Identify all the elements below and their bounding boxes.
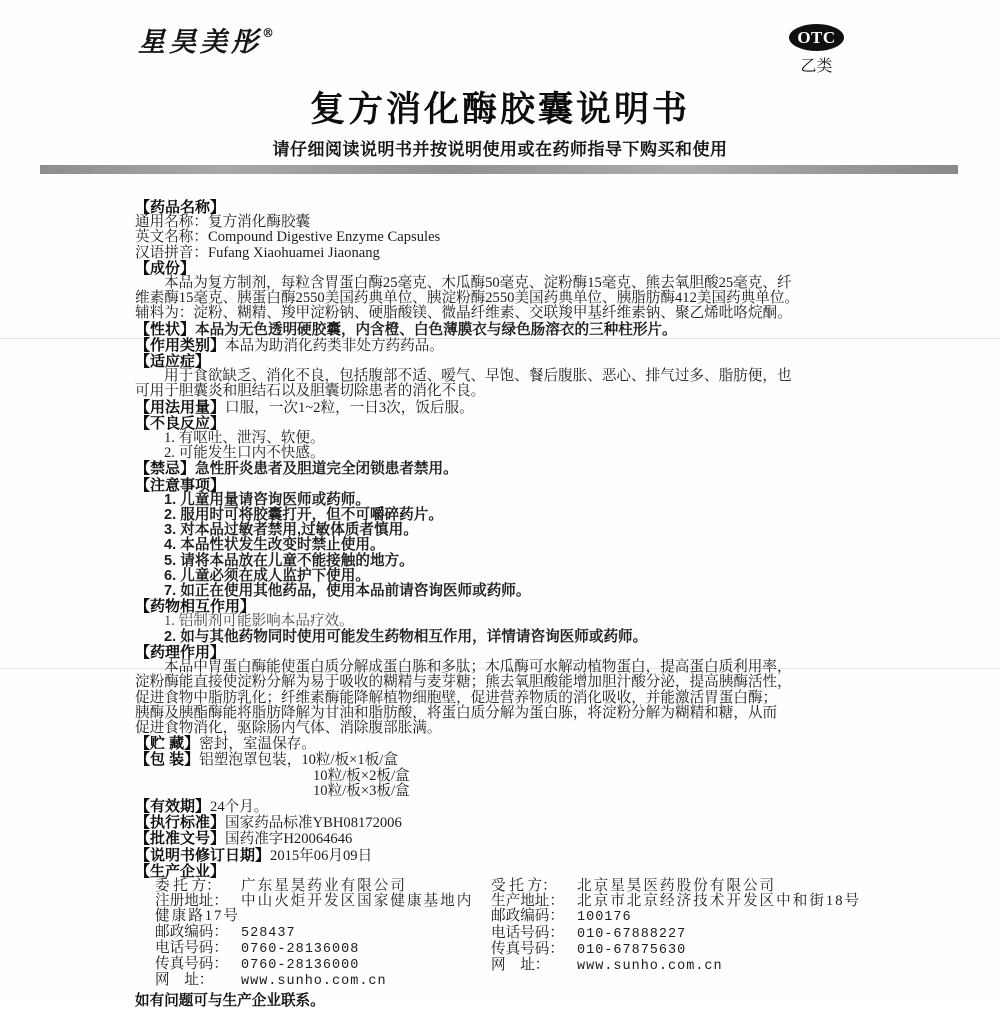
composition-line: 维素酶15毫克、胰蛋白酶2550美国药典单位、胰淀粉酶2550美国药典单位、胰脂肪酶412美国药典单位。 [135, 290, 800, 307]
generic-name-line: 通用名称：复方消化酶胶囊 [135, 214, 311, 231]
description-line [135, 322, 877, 338]
packaging-line [135, 752, 877, 768]
adverse-reaction-item: 1. 有呕吐、泄泻、软便。 [164, 430, 325, 447]
section-heading-pharmacology: 【药理作用】 [135, 643, 226, 661]
otc-badge-icon [789, 24, 844, 51]
postal-code-row [135, 925, 491, 941]
brand-name: 星昊美彤 [138, 27, 262, 58]
field-value: 0760-28136008 [241, 941, 360, 957]
revision-date-text: 2015年06月09日 [270, 847, 373, 864]
otc-badge-label: OTC [797, 27, 836, 47]
entrusting-party-row [135, 879, 491, 894]
field-value: 0760-28136000 [241, 957, 360, 973]
pinyin-name-line: 汉语拼音：Fufang Xiaohuamei Jiaonang [135, 244, 380, 261]
field-label: 电话号码： [491, 924, 564, 941]
section-heading-description: 【性状】 [135, 320, 196, 338]
category-text: 本品为助消化药类非处方药药品。 [225, 337, 444, 354]
composition-line: 本品为复方制剂，每粒含胃蛋白酶25毫克、木瓜酶50毫克、淀粉酶15毫克、熊去氧胆酸25毫克、纤 [164, 275, 792, 292]
composition-line: 辅料为：淀粉、糊精、羧甲淀粉钠、硬脂酸镁、微晶纤维素、交联羧甲基纤维素钠、聚乙烯吡咯烷酮。 [135, 305, 792, 322]
registered-address-continuation [135, 909, 491, 924]
brand-logo [138, 20, 274, 59]
section-heading-precautions: 【注意事项】 [135, 476, 226, 494]
field-value: www.sunho.com.cn [241, 974, 387, 990]
precaution-item: 1. 儿童用量请咨询医师或药师。 [164, 491, 370, 508]
storage-line [135, 736, 877, 752]
section-heading-standard: 【执行标准】 [135, 814, 226, 832]
precaution-item: 4. 本品性状发生改变时禁止使用。 [164, 537, 385, 554]
description-text: 本品为无色透明硬胶囊，内含橙、白色薄膜衣与绿色肠溶衣的三种柱形片。 [195, 321, 677, 338]
section-heading-contraindications: 【禁忌】 [135, 460, 196, 478]
divider-bar [40, 165, 958, 174]
fax-row [491, 942, 877, 958]
precaution-item: 2. 服用时可将胶囊打开，但不可嚼碎药片。 [164, 507, 443, 524]
standard-line [135, 815, 877, 831]
field-label: 电话号码： [155, 939, 228, 956]
indications-line: 可用于胆囊炎和胆结石以及胆囊切除患者的消化不良。 [135, 383, 486, 400]
field-value: 100176 [577, 910, 632, 926]
section-heading-packaging: 【包 装】 [135, 751, 200, 769]
leaflet-body [135, 200, 877, 1010]
page-subtitle: 请仔细阅读说明书并按说明使用或在药师指导下购买和使用 [272, 140, 728, 159]
approval-number-text: 国药准字H20064646 [225, 831, 353, 848]
packaging-extra-line: 10粒/板×2板/盒 [313, 767, 410, 784]
pharmacology-line: 本品中胃蛋白酶能使蛋白质分解成蛋白胨和多肽；木瓜酶可水解动植物蛋白，提高蛋白质利用率， [164, 659, 792, 676]
field-label: 传真号码： [155, 955, 228, 972]
field-label: 传真号码： [491, 940, 564, 957]
manufacturer-columns [135, 879, 877, 989]
section-heading-validity: 【有效期】 [135, 797, 211, 815]
field-label: 网 址： [491, 956, 550, 973]
contraindications-line [135, 461, 877, 477]
section-heading-adverse-reactions: 【不良反应】 [135, 414, 226, 432]
precaution-item: 3. 对本品过敏者禁用,过敏体质者慎用。 [164, 522, 418, 539]
dosage-line [135, 400, 877, 416]
packaging-text: 铝塑泡罩包装，10粒/板×1板/盒 [199, 752, 398, 769]
revision-date-line [135, 848, 877, 864]
field-value: 广东星昊药业有限公司 [241, 877, 407, 894]
interaction-item: 2. 如与其他药物同时使用可能发生药物相互作用，详情请咨询医师或药师。 [164, 628, 648, 645]
indications-line: 用于食欲缺乏、消化不良，包括腹部不适、嗳气、早饱、餐后腹胀、恶心、排气过多、脂肪便，也 [164, 368, 792, 385]
phone-row [491, 926, 877, 942]
adverse-reaction-item: 2. 可能发生口内不快感。 [164, 445, 325, 462]
field-label: 生产地址： [491, 893, 564, 910]
approval-number-line [135, 831, 877, 847]
section-heading-drug-name: 【药品名称】 [135, 199, 226, 216]
field-label: 受 托 方： [491, 877, 557, 894]
field-value: 528437 [241, 925, 296, 941]
field-value: 健康路17号 [155, 908, 240, 925]
packaging-extra-line: 10粒/板×3板/盒 [313, 782, 410, 799]
english-name-line: 英文名称：Compound Digestive Enzyme Capsules [135, 229, 441, 246]
pharmacology-line: 胰酶及胰酯酶能将脂肪降解为甘油和脂肪酸，将蛋白质分解为蛋白胨，将淀粉分解为糊精和糖，从而 [135, 704, 778, 721]
postal-code-row [491, 909, 877, 925]
section-heading-manufacturer: 【生产企业】 [135, 862, 226, 880]
contact-note: 如有问题可与生产企业联系。 [135, 993, 325, 1010]
contraindications-text: 急性肝炎患者及胆道完全闭锁患者禁用。 [195, 461, 458, 478]
section-heading-interactions: 【药物相互作用】 [135, 598, 256, 616]
page-title: 复方消化酶胶囊说明书 [309, 90, 690, 129]
field-value: 北京市北京经济技术开发区中和街18号 [577, 893, 862, 910]
validity-line [135, 799, 877, 815]
fax-row [135, 957, 491, 973]
precaution-item: 7. 如正在使用其他药品，使用本品前请咨询医师或药师。 [164, 583, 531, 600]
otc-class-label: 乙类 [800, 58, 833, 75]
section-heading-storage: 【贮 藏】 [135, 735, 200, 753]
category-line [135, 338, 877, 354]
precaution-item: 6. 儿童必须在成人监护下使用。 [164, 567, 370, 584]
standard-text: 国家药品标准YBH08172006 [225, 815, 402, 832]
field-label: 委 托 方： [155, 877, 221, 894]
manufacturer-column-left [135, 879, 491, 989]
precaution-item: 5. 请将本品放在儿童不能接触的地方。 [164, 552, 414, 569]
pharmacology-line: 淀粉酶能直接使淀粉分解为易于吸收的糊精与麦芽糖；熊去氧胆酸能增加胆汁酸分泌，提高胰酶活性， [135, 674, 792, 691]
pharmacology-line: 促进食物中脂肪乳化；纤维素酶能降解植物细胞壁，促进营养物质的消化吸收，并能激活胃蛋白酶； [135, 689, 778, 706]
section-heading-revision-date: 【说明书修订日期】 [135, 846, 271, 864]
section-heading-indications: 【适应症】 [135, 353, 211, 371]
field-value: 中山火炬开发区国家健康基地内 [241, 893, 474, 910]
field-value: 010-67875630 [577, 942, 687, 958]
field-value: 010-67888227 [577, 926, 687, 942]
section-heading-category: 【作用类别】 [135, 336, 226, 354]
website-row [491, 958, 877, 974]
website-row [135, 973, 491, 989]
interaction-item: 1. 铝制剂可能影响本品疗效。 [164, 613, 354, 630]
field-label: 邮政编码： [491, 908, 564, 925]
field-value: www.sunho.com.cn [577, 958, 723, 974]
section-heading-composition: 【成份】 [135, 259, 196, 277]
pharmacology-line: 促进食物消化，驱除肠内气体、消除腹部胀满。 [135, 719, 442, 736]
manufacturer-column-right [491, 879, 877, 989]
entrusted-party-row [491, 879, 877, 894]
dosage-text: 口服，一次1~2粒，一日3次，饭后服。 [225, 399, 474, 416]
field-label: 邮政编码： [155, 923, 228, 940]
validity-text: 24个月。 [210, 798, 269, 815]
phone-row [135, 941, 491, 957]
storage-text: 密封，室温保存。 [199, 736, 316, 753]
section-heading-approval-number: 【批准文号】 [135, 830, 226, 848]
field-label: 注册地址： [155, 893, 228, 910]
field-value: 北京星昊医药股份有限公司 [577, 877, 777, 894]
registered-trademark-icon: ® [262, 26, 274, 40]
field-label: 网 址： [155, 972, 214, 989]
section-heading-dosage: 【用法用量】 [135, 398, 226, 416]
